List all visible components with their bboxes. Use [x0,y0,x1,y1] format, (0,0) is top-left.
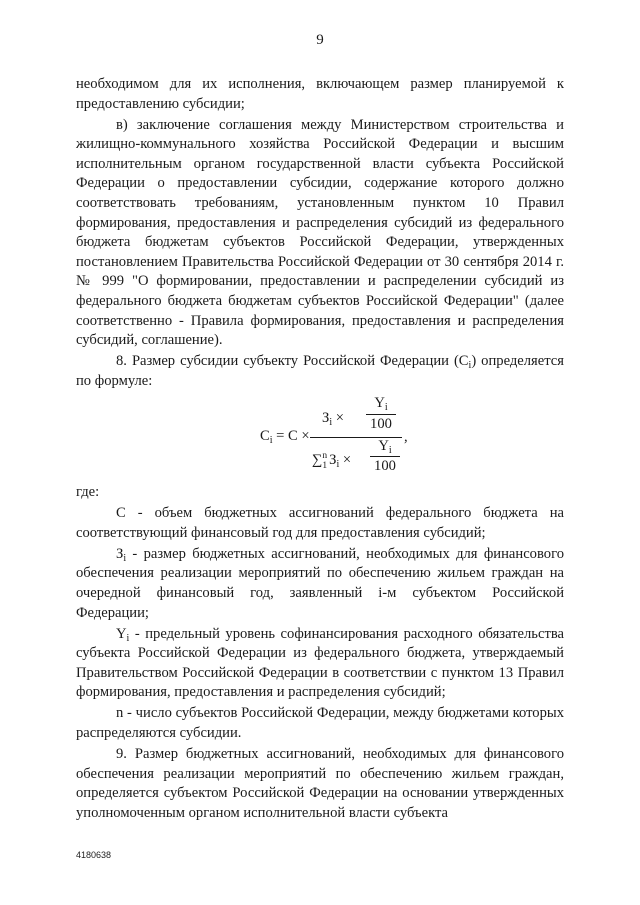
document-code: 4180638 [76,850,112,860]
paragraph-item-v: в) заключение соглашения между Министерством строительства и жилищно-коммунального хозяйства Российской Федерации и высшим исполнительным органом государственной власти субъекта Российской Федерации о предоставлении субсидии, содержание которого должно соответствовать требованиям, установленным пунктом 10 Правил формирования, предоставления и распределения субсидий из федерального бюджета бюджетам субъектов Российской Федерации, утвержденных постановлением Правительства Российской Федерации от 30 сентября 2014 г. № 999 "О формировании, предоставлении и распределении субсидий из федерального бюджета бюджетам субъектов Российской Федерации" (далее соответственно - Правила формирования, предоставления и распределения субсидий, соглашение). [76,116,564,349]
definition-y-symbol: Y [116,625,127,642]
sum-symbol: ∑ [312,452,323,469]
sum-limits [322,451,327,471]
definition-n: n - число субъектов Российской Федерации, между бюджетами которых распределяются субсидии. [76,705,564,741]
formula-lhs-symbol: C [260,428,270,445]
definition-y-sub: i [126,632,130,644]
document-body [76,75,564,825]
formula-lhs-sub: i [269,435,273,447]
numerator-times: × [332,410,344,427]
paragraph-continuation: необходимом для их исполнения, включающем размер планируемой к предоставлению субсидии; [76,76,564,112]
paragraph-8 [76,352,564,391]
denominator-y [372,437,398,457]
numerator-z-sub: i [329,417,333,429]
sum-lower: 1 [322,461,328,472]
denominator-y-symbol: Y [378,438,389,455]
definition-z-symbol: З [116,545,124,562]
numerator-y [368,394,394,414]
numerator-y-sub: i [384,402,388,414]
numerator-hundred: 100 [370,416,392,433]
definition-y [76,625,564,703]
numerator-y-symbol: Y [374,395,385,412]
denominator-hundred: 100 [374,458,396,475]
definition-z-sub: i [123,552,127,564]
page-number: 9 [316,32,324,48]
paragraph-8-text: 8. Размер субсидии субъекту Российской Федерации (C [116,353,469,370]
denominator-z-sub: i [336,459,340,471]
formula-equals: = C × [272,428,310,445]
sum-upper: n [322,451,328,462]
definition-z-text: - размер бюджетных ассигнований, необходимых для финансового обеспечения реализации мероприятий по обеспечению жильем граждан на очередной финансовый год, заявленный i-м субъектом Российской Федерации; [76,545,564,621]
where-label: где: [76,484,100,501]
numerator-z: З [322,410,330,427]
subsidy-formula [76,394,564,478]
formula-denominator [312,451,351,471]
formula-numerator [322,409,344,429]
paragraph-8-end: ) определяется по формуле: [76,353,564,389]
denominator-times: × [339,452,352,469]
definition-c: С - объем бюджетных ассигнований федерального бюджета на соответствующий финансовый год для предоставления субсидий; [76,505,564,541]
denominator-y-sub: i [388,445,392,457]
paragraph-9: 9. Размер бюджетных ассигнований, необходимых для финансового обеспечения реализации мероприятий по обеспечению жильем граждан, определяется субъектом Российской Федерации на основании утвержденных уполномоченным органом исполнительной власти субъекта [76,745,564,821]
definition-y-text: - предельный уровень софинансирования расходного обязательства субъекта Российской Федерации из федерального бюджета, утверждаемый Правительством Российской Федерации в соответствии с пунктом 13 Правил формирования, предоставления и распределения субсидий; [76,625,564,701]
denominator-z: З [329,452,337,469]
definition-z [76,545,564,623]
formula-comma: , [404,429,408,446]
paragraph-8-sub: i [468,360,472,372]
formula-lhs [260,427,310,447]
